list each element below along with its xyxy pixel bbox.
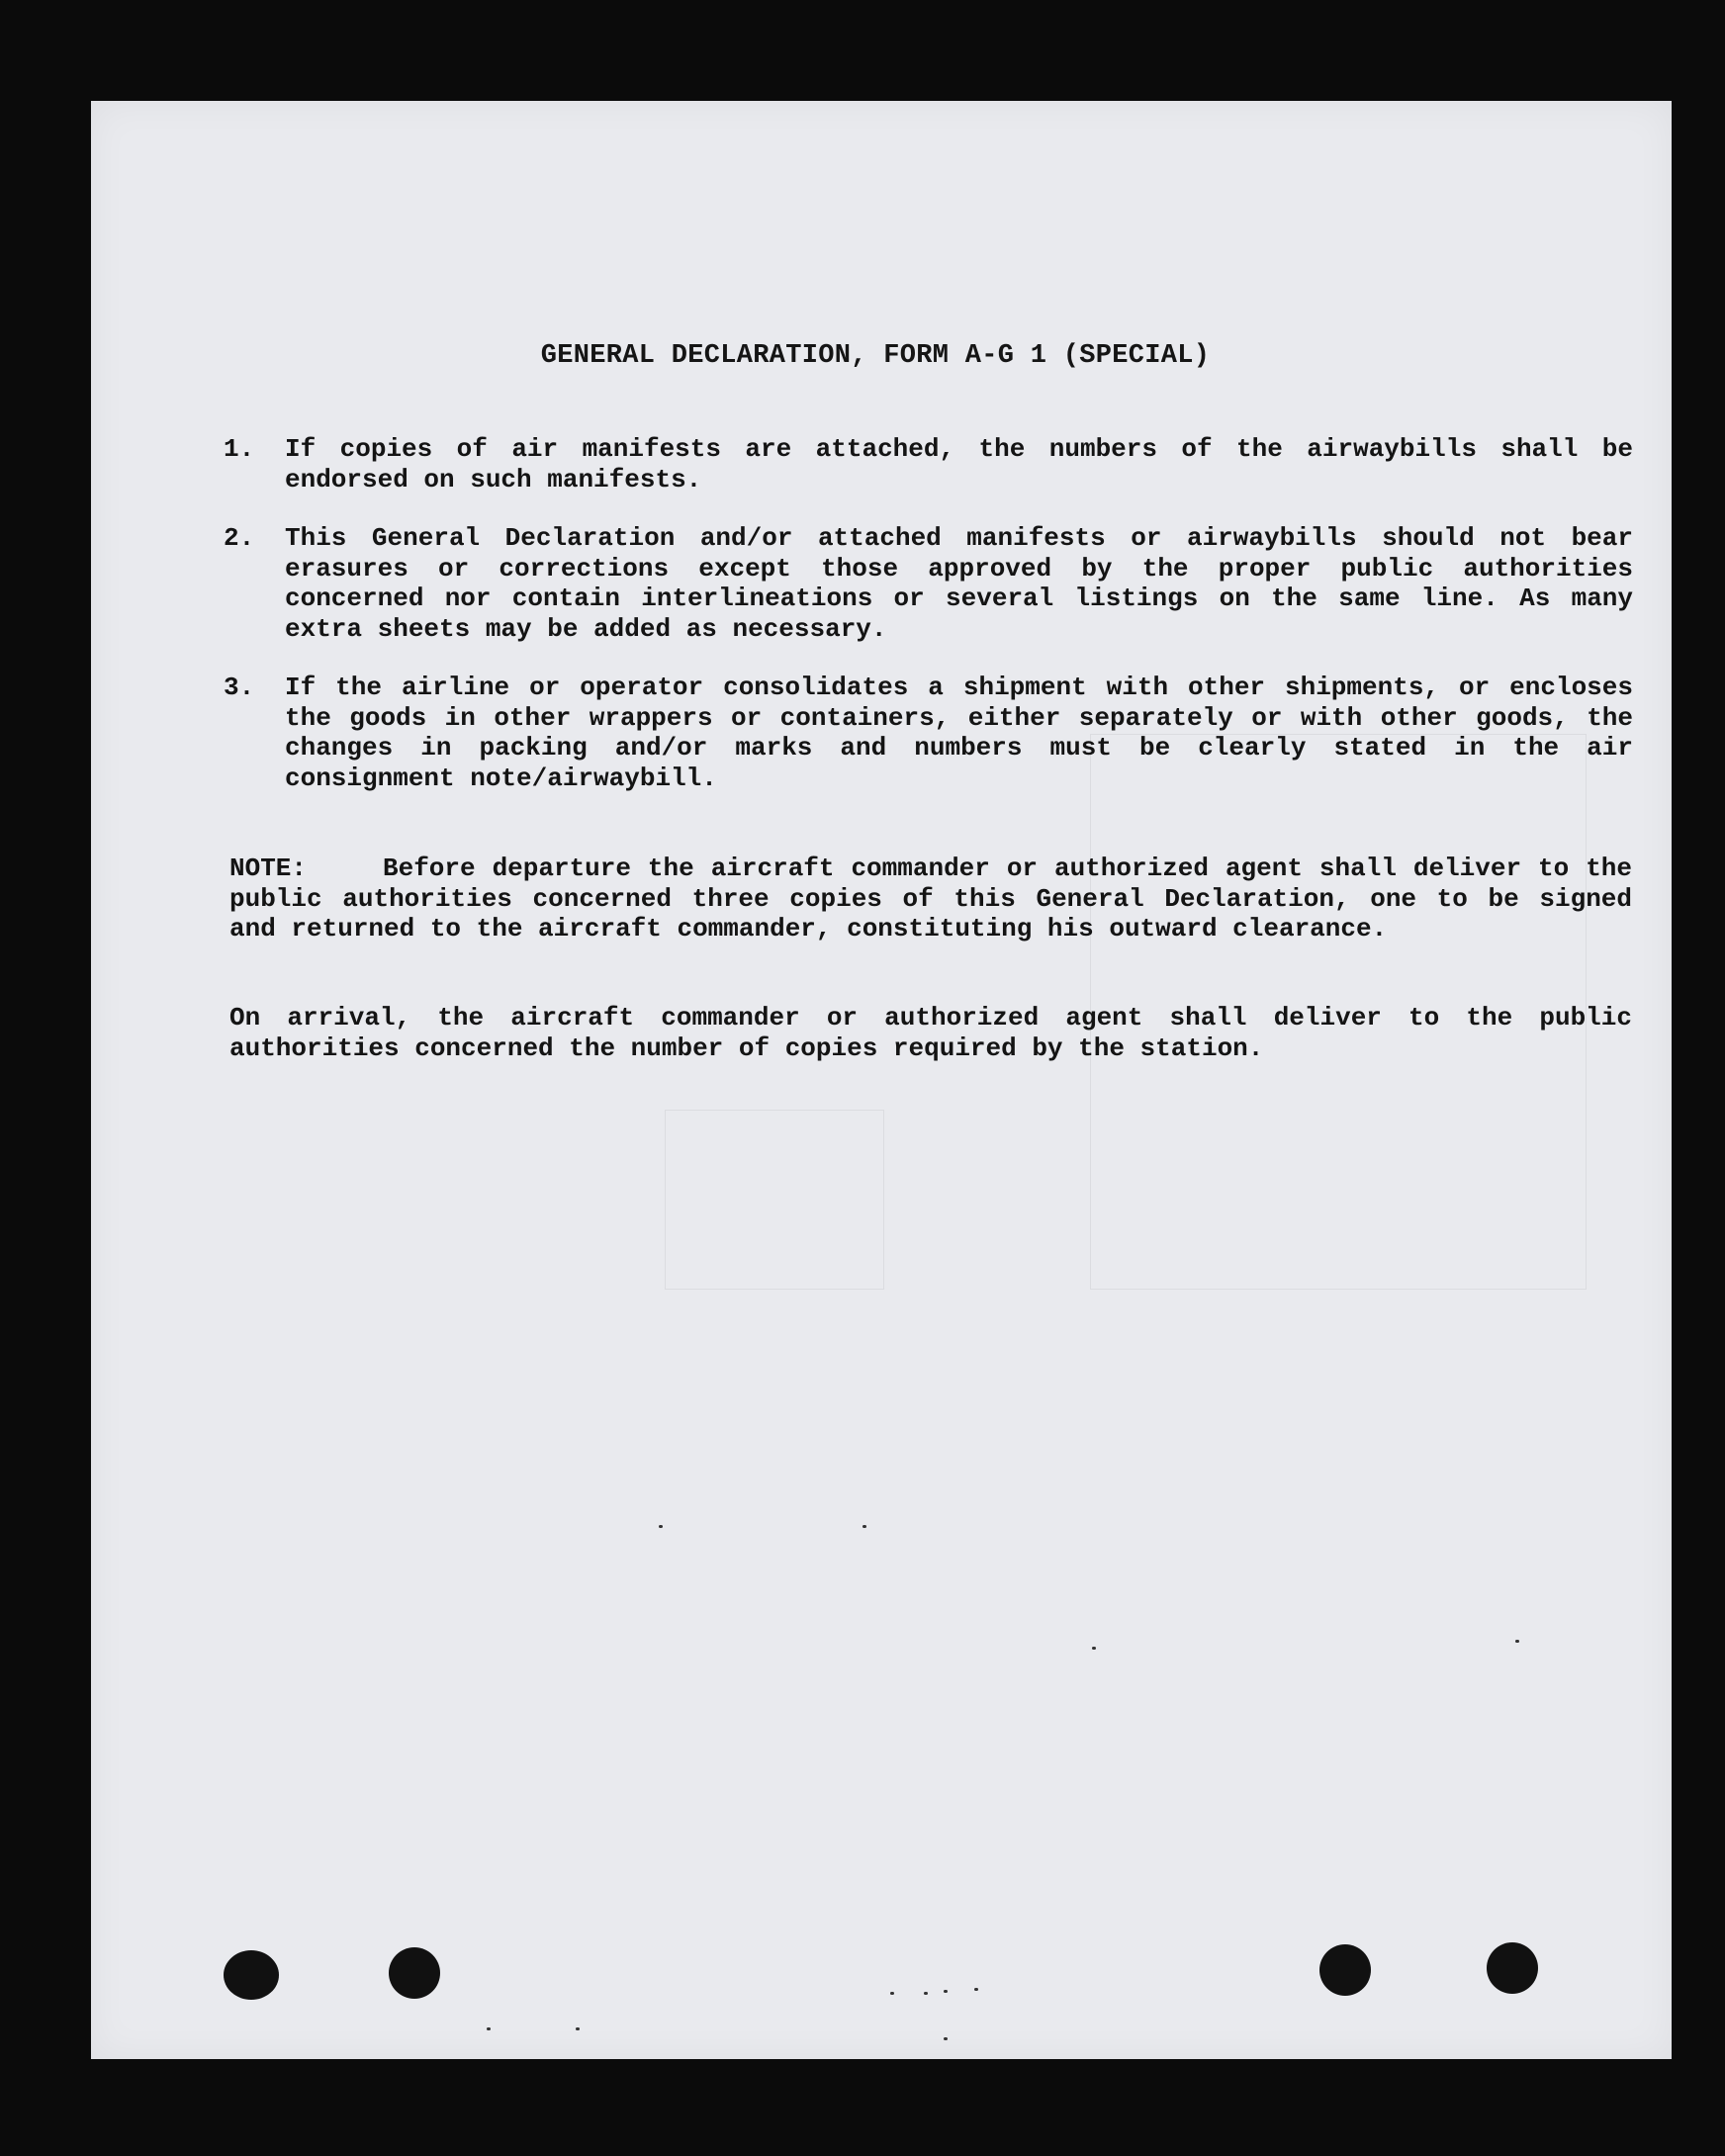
punch-hole <box>389 1947 440 1999</box>
punch-hole <box>1487 1942 1538 1994</box>
paper-speck <box>924 1992 928 1995</box>
item-number: 3. <box>224 673 255 702</box>
note-paragraph <box>229 853 1632 944</box>
note-text: Before departure the aircraft commander or authorized agent shall deliver to the public authorities concerned three copies of this General Declaration, one to be signed and returned to the aircraft commander, constituting his outward clearance. <box>229 853 1632 943</box>
paper-speck <box>862 1525 866 1528</box>
paper-speck <box>659 1525 663 1528</box>
paper-speck <box>1092 1647 1096 1650</box>
paper-speck <box>944 2037 948 2040</box>
item-text: If the airline or operator consolidates a shipment with other shipments, or encloses the goods in other wrappers or containers, either separately or with other goods, the changes in packing and/or marks and numbers must be clearly stated in the air consignment note/airwaybill. <box>285 673 1633 793</box>
show-through-mark <box>665 1110 884 1290</box>
document-title: GENERAL DECLARATION, FORM A-G 1 (SPECIAL) <box>540 341 1211 371</box>
arrival-paragraph: On arrival, the aircraft commander or authorized agent shall deliver to the public authorities concerned the number of copies required by the station. <box>229 1003 1632 1063</box>
paper-speck <box>576 2027 580 2030</box>
paper-speck <box>974 1988 978 1991</box>
punch-hole <box>224 1950 279 2000</box>
punch-hole <box>1319 1944 1371 1996</box>
item-number: 1. <box>224 434 255 464</box>
document-page <box>91 101 1672 2059</box>
item-text: This General Declaration and/or attached manifests or airwaybills should not bear erasures or corrections except those approved by the proper public authorities concerned nor contain interlineations or several listings on the same line. As many extra sheets may be added as necessary. <box>285 523 1633 644</box>
item-text: If copies of air manifests are attached, the numbers of the airwaybills shall be endorsed on such manifests. <box>285 434 1633 494</box>
paper-speck <box>487 2027 491 2030</box>
paper-speck <box>944 1990 948 1993</box>
note-label: NOTE: <box>229 853 308 883</box>
paper-speck <box>890 1992 894 1995</box>
item-number: 2. <box>224 523 255 553</box>
paper-speck <box>1515 1640 1519 1643</box>
